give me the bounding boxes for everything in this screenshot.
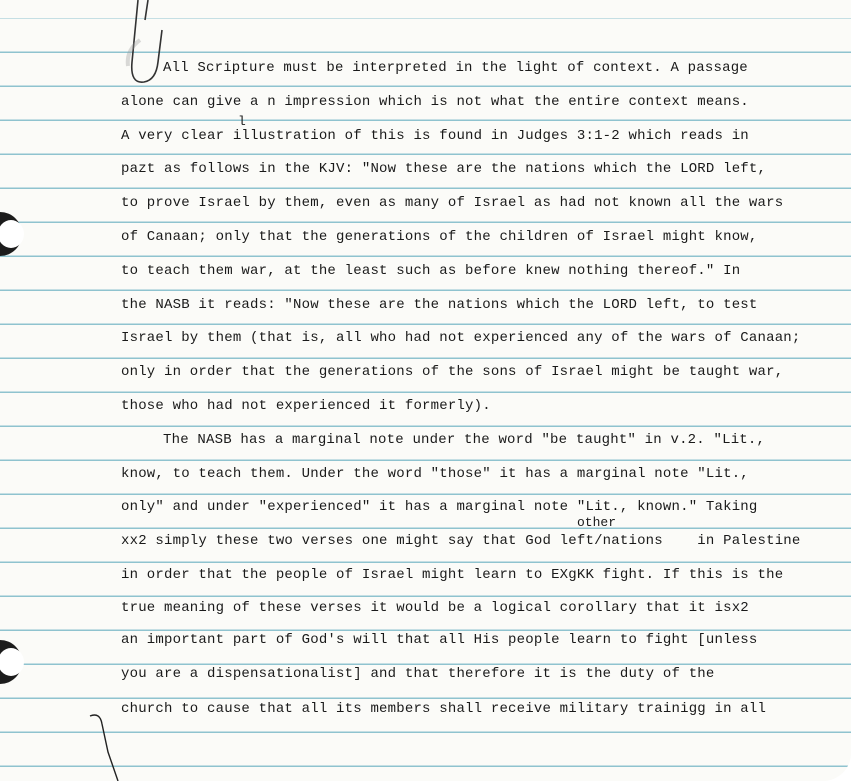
text-line: church to cause that all its members shall receive military trainigg in all bbox=[121, 701, 767, 717]
paperclip-mark bbox=[118, 0, 178, 95]
text-line: know, to teach them. Under the word "those" it has a marginal note "Lit., bbox=[121, 466, 749, 482]
text-line: you are a dispensationalist] and that therefore it is the duty of the bbox=[121, 666, 715, 682]
text-line: alone can give a n impression which is not what the entire context means. bbox=[121, 94, 749, 110]
interlinear-insert: other bbox=[577, 515, 617, 530]
text-line: pazt as follows in the KJV: "Now these are the nations which the LORD left, bbox=[121, 161, 767, 177]
text-line: All Scripture must be interpreted in the light of context. A passage bbox=[163, 60, 748, 76]
text-line: A very clear illustration of this is found in Judges 3:1-2 which reads in bbox=[121, 128, 749, 144]
text-line: The NASB has a marginal note under the word "be taught" in v.2. "Lit., bbox=[163, 432, 766, 448]
text-line: an important part of God's will that all His people learn to fight [unless bbox=[121, 632, 758, 648]
text-line: only" and under "experienced" it has a marginal note "Lit., known." Taking bbox=[121, 499, 758, 515]
text-line: the NASB it reads: "Now these are the nations which the LORD left, to test bbox=[121, 297, 758, 313]
punch-hole bbox=[0, 640, 22, 684]
text-line: xx2 simply these two verses one might say that God left/nations in Palestine bbox=[121, 533, 801, 549]
text-line: only in order that the generations of the sons of Israel might be taught war, bbox=[121, 364, 784, 380]
text-line: to teach them war, at the least such as before knew nothing thereof." In bbox=[121, 263, 741, 279]
text-line: Israel by them (that is, all who had not experienced any of the wars of Canaan; bbox=[121, 330, 801, 346]
text-line: to prove Israel by them, even as many of Israel as had not known all the wars bbox=[121, 195, 784, 211]
text-line: of Canaan; only that the generations of the children of Israel might know, bbox=[121, 229, 758, 245]
text-line: in order that the people of Israel might learn to EXgKK fight. If this is the bbox=[121, 567, 784, 583]
pencil-stroke bbox=[82, 712, 132, 781]
punch-hole bbox=[0, 212, 22, 256]
text-line: those who had not experienced it formerly). bbox=[121, 398, 491, 414]
interlinear-mark: l bbox=[238, 114, 246, 129]
text-line: true meaning of these verses it would be a logical corollary that it isx2 bbox=[121, 600, 749, 616]
